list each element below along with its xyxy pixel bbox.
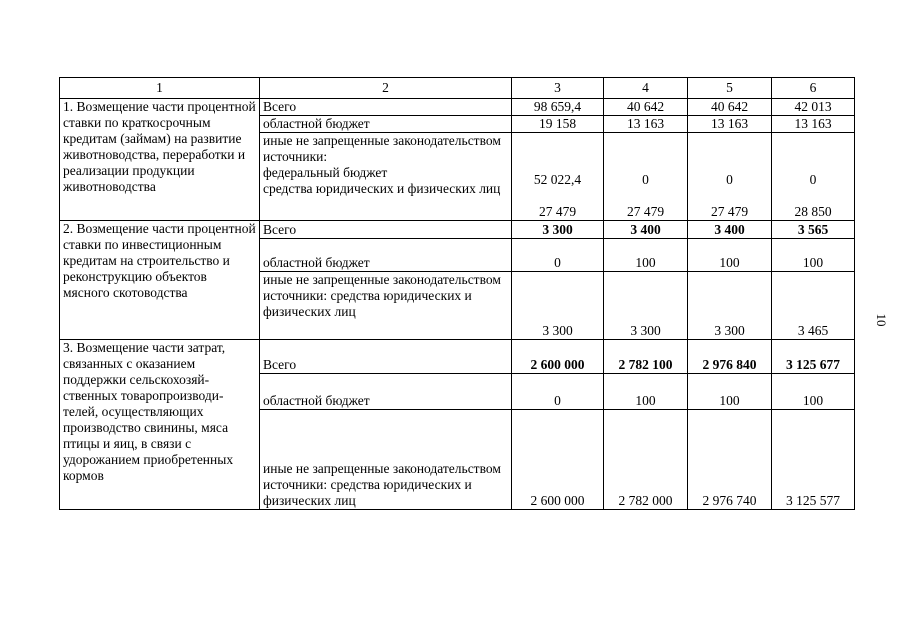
col-header: 2 (260, 78, 512, 99)
cell-value: 27 479 (626, 204, 665, 219)
row-label: областной бюджет (260, 116, 512, 133)
cell-value-pair (604, 133, 688, 221)
cell-value: 2 782 000 (604, 410, 688, 510)
cell-value: 100 (604, 374, 688, 410)
col-header: 6 (772, 78, 855, 99)
cell-value: 3 465 (772, 272, 855, 340)
cell-value: 19 158 (512, 116, 604, 133)
col-header: 5 (688, 78, 772, 99)
cell-value: 2 976 740 (688, 410, 772, 510)
cell-value: 100 (688, 239, 772, 272)
row-label: Всего (260, 221, 512, 239)
cell-value: 2 782 100 (604, 340, 688, 374)
row-label: областной бюджет (260, 239, 512, 272)
table-row (60, 221, 855, 239)
row-label: иные не запрещенные законодательством источники: средства юридических и физических лиц (260, 410, 512, 510)
col-header: 3 (512, 78, 604, 99)
col-header: 4 (604, 78, 688, 99)
cell-value: 0 (726, 172, 733, 187)
label-line: иные не запрещенные законодательством источники: (263, 133, 501, 164)
section-title: 1. Возмещение части процентной ставки по краткосрочным кредитам (займам) на развитие животноводства, переработки и реализации продукции животноводства (60, 99, 260, 221)
cell-value: 100 (604, 239, 688, 272)
row-label: Всего (260, 99, 512, 116)
table-row (60, 340, 855, 374)
cell-value: 100 (772, 374, 855, 410)
cell-value: 27 479 (538, 204, 577, 219)
cell-value: 2 600 000 (512, 410, 604, 510)
row-label: иные не запрещенные законодательством источники: средства юридических и физических лиц (260, 272, 512, 340)
cell-value: 0 (642, 172, 649, 187)
cell-value: 100 (688, 374, 772, 410)
cell-value: 52 022,4 (533, 172, 582, 187)
cell-value: 2 600 000 (512, 340, 604, 374)
page-number: 10 (874, 313, 889, 327)
label-line: федеральный бюджет (263, 165, 388, 180)
cell-value: 2 976 840 (688, 340, 772, 374)
cell-value: 3 300 (688, 272, 772, 340)
cell-value: 27 479 (710, 204, 749, 219)
cell-value: 40 642 (604, 99, 688, 116)
cell-value-pair (688, 133, 772, 221)
cell-value: 0 (809, 172, 817, 187)
cell-value-pair (512, 133, 604, 221)
cell-value: 3 300 (512, 221, 604, 239)
cell-value: 3 565 (772, 221, 855, 239)
cell-value: 42 013 (772, 99, 855, 116)
table-row (60, 99, 855, 116)
cell-value: 13 163 (688, 116, 772, 133)
col-header: 1 (60, 78, 260, 99)
section-title: 2. Возмещение части процентной ставки по инвестиционным кредитам на строительство и реконструкцию объектов мясного скотоводства (60, 221, 260, 340)
budget-table (59, 77, 855, 510)
cell-value: 3 400 (604, 221, 688, 239)
cell-value: 13 163 (772, 116, 855, 133)
label-line: средства юридических и физических лиц (263, 181, 501, 196)
cell-value: 3 125 577 (772, 410, 855, 510)
cell-value: 0 (512, 239, 604, 272)
cell-value: 0 (512, 374, 604, 410)
cell-value: 3 300 (512, 272, 604, 340)
cell-value: 3 125 677 (772, 340, 855, 374)
section-title: 3. Возмещение части затрат, связанных с оказанием поддержки сельскохозяй-ственных товаропроизводи-телей, осуществляющих производство свинины, мяса птицы и яиц, в связи с удорожанием приобретенных кормов (60, 340, 260, 510)
row-label: областной бюджет (260, 374, 512, 410)
cell-value: 13 163 (604, 116, 688, 133)
cell-value: 3 400 (688, 221, 772, 239)
row-label (260, 133, 512, 221)
cell-value: 40 642 (688, 99, 772, 116)
cell-value: 100 (772, 239, 855, 272)
cell-value-pair (772, 133, 855, 221)
header-row (60, 78, 855, 99)
cell-value: 3 300 (604, 272, 688, 340)
cell-value: 98 659,4 (512, 99, 604, 116)
row-label: Всего (260, 340, 512, 374)
cell-value: 28 850 (794, 204, 832, 219)
